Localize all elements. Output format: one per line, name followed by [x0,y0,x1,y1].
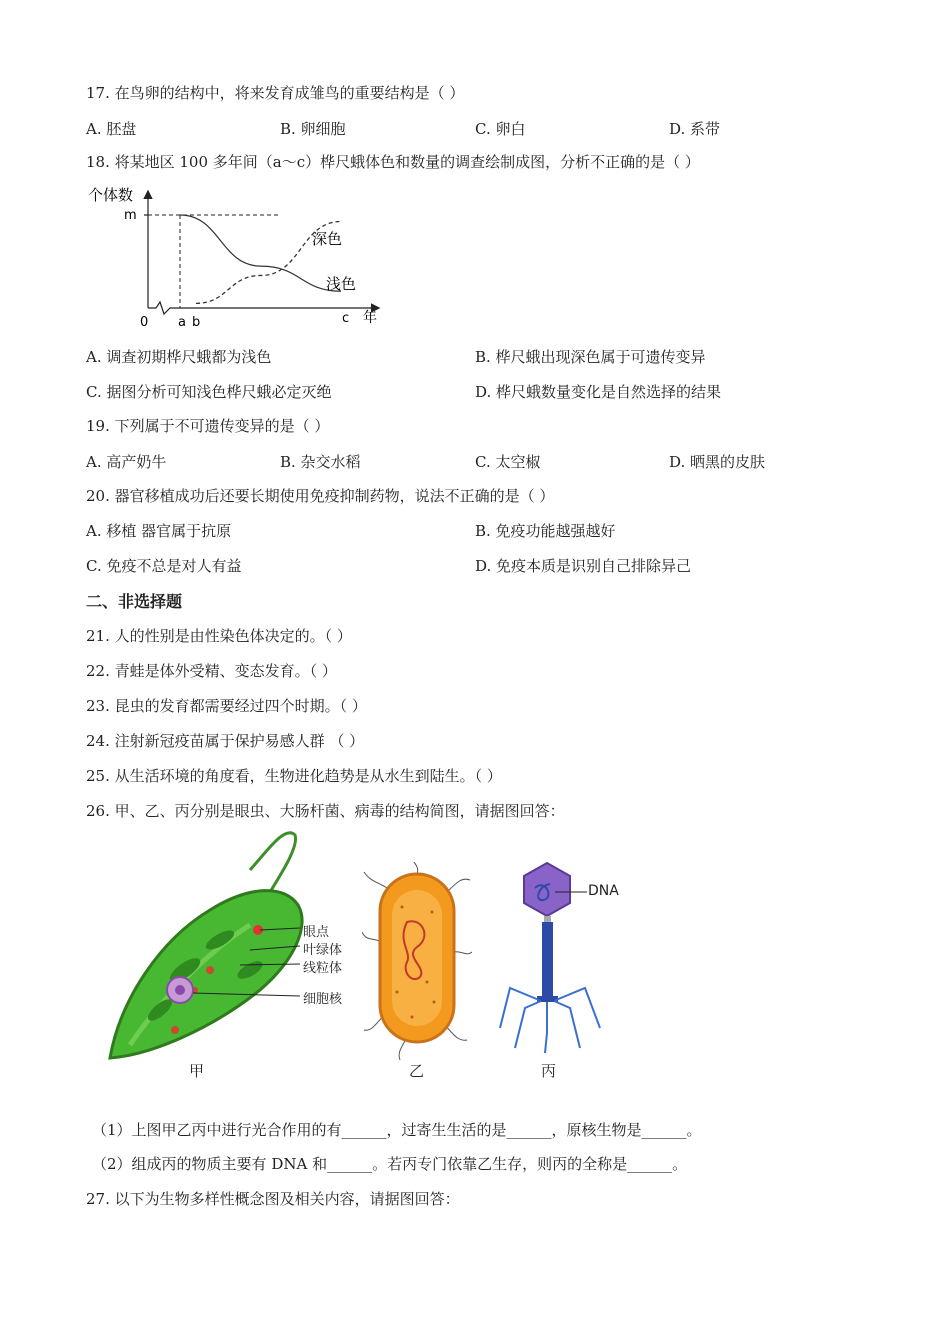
x-tick-b: b [192,315,201,330]
q20-option-d: D. 免疫本质是识别自己排除异己 [475,557,692,575]
q19-option-a: A. 高产奶牛 [86,453,167,471]
q25-statement: 25. 从生活环境的角度看，生物进化趋势是从水生到陆生。（ ） [86,767,502,785]
ecoli-figure [362,862,472,1062]
q22-statement: 22. 青蛙是体外受精、变态发育。（ ） [86,662,337,680]
q27-stem: 27. 以下为生物多样性概念图及相关内容，请据图回答： [86,1190,460,1208]
q20-stem: 20. 器官移植成功后还要长期使用免疫抑制药物，说法不正确的是（ ） [86,487,555,505]
q18-stem: 18. 将某地区 100 多年间（a～c）桦尺蛾体色和数量的调查绘制成图，分析不正确的是（ ） [86,153,700,171]
label-mitochondria: 线粒体 [303,961,343,976]
phage-tail [542,922,553,997]
q19-stem: 19. 下列属于不可遗传变异的是（ ） [86,417,330,435]
q18-option-b: B. 桦尺蛾出现深色属于可遗传变异 [475,348,706,366]
q17-option-c: C. 卵白 [475,120,526,138]
series-light-label: 浅色 [326,275,357,293]
q23-statement: 23. 昆虫的发育都需要经过四个时期。（ ） [86,697,367,715]
x-tick-c: c [342,311,350,326]
series-light-line [180,215,341,291]
q26-stem: 26. 甲、乙、丙分别是眼虫、大肠杆菌、病毒的结构简图，请据图回答： [86,802,565,820]
y-tick-m: m [124,208,137,223]
moth-population-chart [86,178,396,333]
q19-option-d: D. 晒黑的皮肤 [669,453,766,471]
q18-option-c: C. 据图分析可知浅色桦尺蛾必定灭绝 [86,383,332,401]
q20-option-a: A. 移植 器官属于抗原 [86,522,232,540]
caption-yi: 乙 [409,1062,425,1080]
x-tick-a: a [178,315,186,330]
x-axis-label: 年 [363,310,377,326]
x-axis [148,302,371,314]
label-chloroplast: 叶绿体 [303,943,343,958]
series-dark-label: 深色 [312,230,343,248]
q20-option-b: B. 免疫功能越强越好 [475,522,616,540]
caption-bing: 丙 [541,1062,557,1080]
q17-option-d: D. 系带 [669,120,721,138]
q19-option-b: B. 杂交水稻 [280,453,361,471]
q26-sub2: （2）组成丙的物质主要有 DNA 和______。若丙专门依靠乙生存，则丙的全称是______。 [92,1155,688,1173]
q17-option-a: A. 胚盘 [86,120,137,138]
q26-sub1: （1）上图甲乙丙中进行光合作用的有______，过寄生生活的是______，原核生物是______。 [92,1121,702,1139]
q18-option-a: A. 调查初期桦尺蛾都为浅色 [86,348,272,366]
label-eyespot: 眼点 [303,925,330,940]
q21-statement: 21. 人的性别是由性染色体决定的。（ ） [86,627,352,645]
q19-option-c: C. 太空椒 [475,453,541,471]
origin-label: 0 [140,315,149,330]
label-dna: DNA [588,883,619,899]
caption-jia: 甲 [189,1062,205,1080]
q18-option-d: D. 桦尺蛾数量变化是自然选择的结果 [475,383,722,401]
label-nucleus: 细胞核 [303,992,343,1007]
y-axis-label: 个体数 [88,186,134,204]
section-heading: 二、非选择题 [86,592,183,611]
q24-statement: 24. 注射新冠疫苗属于保护易感人群 （ ） [86,732,365,750]
q20-option-c: C. 免疫不总是对人有益 [86,557,242,575]
q17-stem: 17. 在鸟卵的结构中，将来发育成雏鸟的重要结构是（ ） [86,84,465,102]
q17-option-b: B. 卵细胞 [280,120,346,138]
